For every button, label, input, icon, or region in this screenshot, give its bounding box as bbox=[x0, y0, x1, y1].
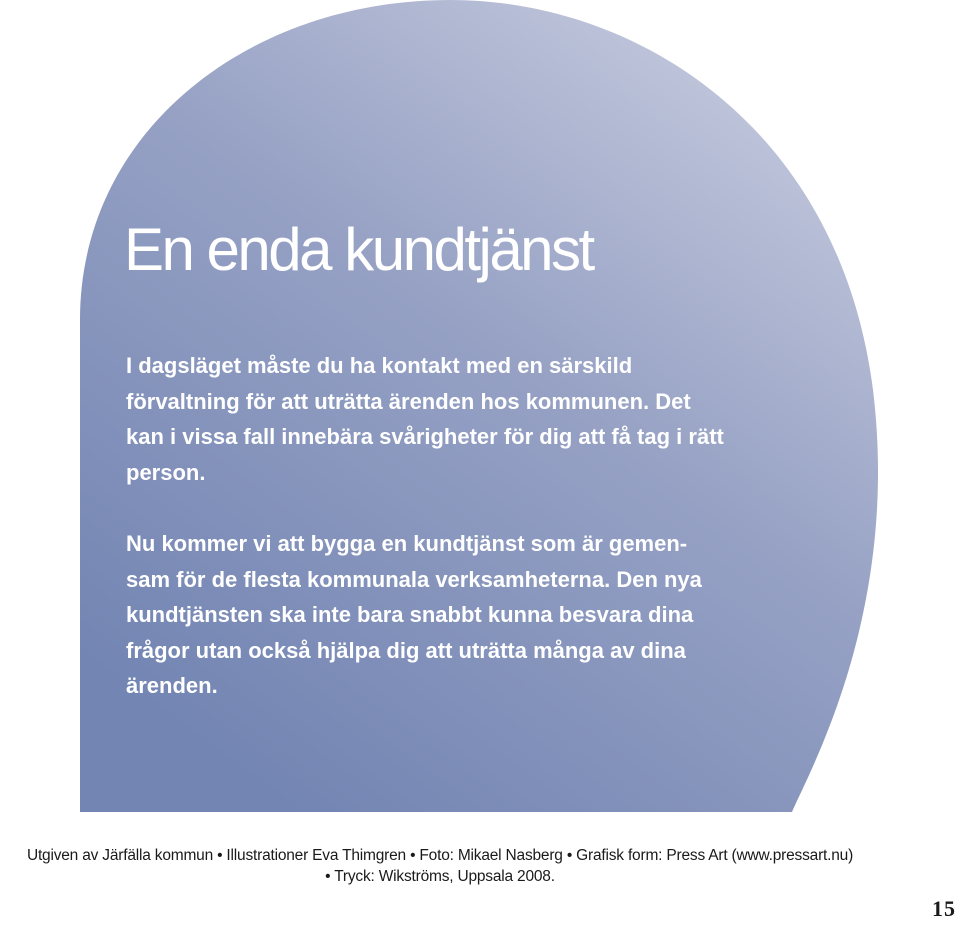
paragraph-line: kundtjänsten ska inte bara snabbt kunna besvara dina bbox=[126, 602, 694, 627]
paragraph-line: I dagsläget måste du ha kontakt med en särskild bbox=[126, 353, 633, 378]
paragraph-line: person. bbox=[126, 459, 206, 485]
paragraph-line: kan i vissa fall innebära svårigheter för dig att få tag i rätt bbox=[126, 424, 724, 449]
page-number: 15 bbox=[932, 896, 956, 921]
paragraph-line: ärenden. bbox=[126, 673, 218, 698]
plan-paragraph bbox=[126, 526, 786, 704]
credits-line-2: • Tryck: Wikströms, Uppsala 2008. bbox=[325, 868, 555, 885]
page-heading: En enda kundtjänst bbox=[124, 216, 593, 283]
credits-line-1: Utgiven av Järfälla kommun • Illustrationer Eva Thimgren • Foto: Mikael Nasberg • Grafisk form: Press Art (www.pressart.nu) bbox=[26, 847, 854, 864]
intro-paragraph bbox=[126, 348, 806, 490]
paragraph-line: förvaltning för att uträtta ärenden hos kommunen. Det bbox=[126, 388, 691, 414]
paragraph-line: frågor utan också hjälpa dig att uträtta många av dina bbox=[126, 637, 686, 663]
paragraph-line: sam för de flesta kommunala verksamheterna. Den nya bbox=[126, 566, 702, 592]
colophon-credits bbox=[0, 845, 880, 887]
paragraph-line: Nu kommer vi att bygga en kundtjänst som är gemen- bbox=[126, 531, 688, 556]
